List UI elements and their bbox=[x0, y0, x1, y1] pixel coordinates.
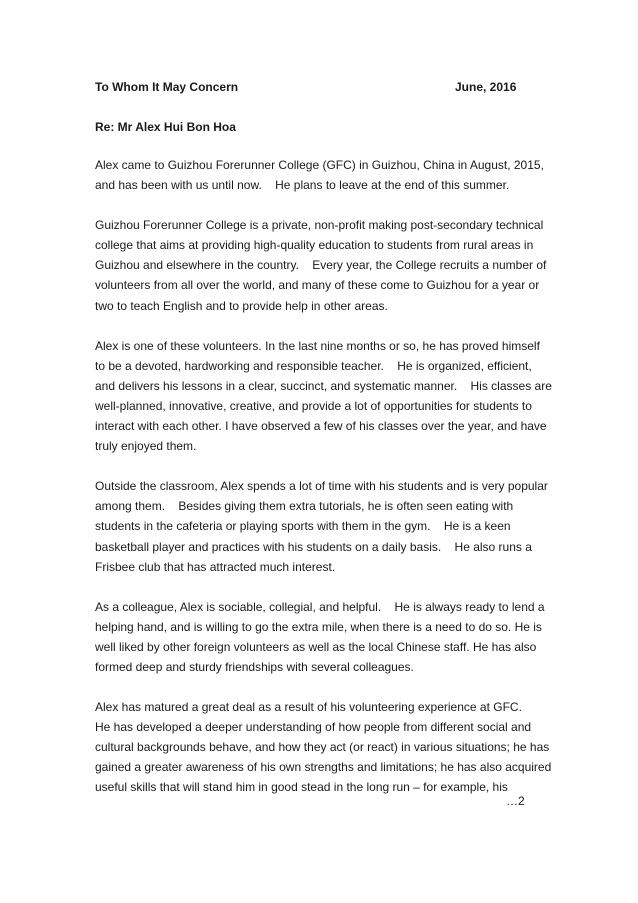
text-line: well liked by other foreign volunteers as well as the local Chinese staff. He has also bbox=[95, 639, 537, 654]
text-line: Guizhou and elsewhere in the country. Every year, the College recruits a number of bbox=[95, 258, 547, 273]
text-line: truly enjoyed them. bbox=[95, 439, 197, 454]
text-line: and delivers his lessons in a clear, succinct, and systematic manner. His classes are bbox=[95, 378, 552, 393]
paragraph-6 bbox=[95, 697, 552, 797]
letter-header bbox=[95, 79, 515, 96]
paragraph-3 bbox=[95, 336, 552, 457]
text-line: helping hand, and is willing to go the extra mile, when there is a need to do so. He is bbox=[95, 619, 542, 634]
text-line: He has developed a deeper understanding of how people from different social and bbox=[95, 720, 532, 735]
text-line: Frisbee club that has attracted much interest. bbox=[95, 559, 336, 574]
paragraph-5 bbox=[95, 597, 545, 677]
text-line: to be a devoted, hardworking and responsible teacher. He is organized, efficient, bbox=[95, 358, 532, 373]
text-line: well-planned, innovative, creative, and provide a lot of opportunities for students to bbox=[95, 398, 532, 413]
text-line: and has been with us until now. He plans to leave at the end of this summer. bbox=[95, 178, 510, 193]
text-line: college that aims at providing high-quality education to students from rural areas in bbox=[95, 238, 534, 253]
text-line: interact with each other. I have observed a few of his classes over the year, and have bbox=[95, 419, 547, 434]
subject-line: Re: Mr Alex Hui Bon Hoa bbox=[95, 120, 236, 134]
text-line: cultural backgrounds behave, and how they act (or react) in various situations; he has bbox=[95, 740, 550, 755]
text-line: Alex came to Guizhou Forerunner College (GFC) in Guizhou, China in August, 2015, bbox=[95, 158, 544, 172]
text-line: two to teach English and to provide help in other areas. bbox=[95, 298, 388, 313]
letter-date: June, 2016 bbox=[455, 80, 517, 94]
paragraph-1 bbox=[95, 155, 545, 195]
text-line: among them. Besides giving them extra tutorials, he is often seen eating with bbox=[95, 499, 514, 514]
text-line: students in the cafeteria or playing sports with them in the gym. He is a keen bbox=[95, 519, 511, 534]
paragraph-4 bbox=[95, 476, 548, 576]
text-line: formed deep and sturdy friendships with several colleagues. bbox=[95, 659, 414, 674]
text-line: useful skills that will stand him in good stead in the long run – for example, his bbox=[95, 780, 508, 795]
text-line: Alex is one of these volunteers. In the last nine months or so, he has proved himself bbox=[95, 338, 540, 353]
letter-body bbox=[95, 155, 552, 818]
text-line: As a colleague, Alex is sociable, collegial, and helpful. He is always ready to lend a bbox=[95, 599, 545, 614]
page-number: …2 bbox=[506, 794, 525, 808]
text-line: Outside the classroom, Alex spends a lot of time with his students and is very popular bbox=[95, 479, 548, 494]
paragraph-2 bbox=[95, 215, 545, 315]
text-line: Alex has matured a great deal as a result of his volunteering experience at GFC. bbox=[95, 700, 522, 715]
text-line: gained a greater awareness of his own strengths and limitations; he has also acquired bbox=[95, 760, 552, 775]
text-line: volunteers from all over the world, and many of these come to Guizhou for a year or bbox=[95, 278, 540, 293]
text-line: Guizhou Forerunner College is a private, non-profit making post-secondary technical bbox=[95, 218, 544, 233]
salutation: To Whom It May Concern bbox=[95, 80, 239, 94]
text-line: basketball player and practices with his students on a daily basis. He also runs a bbox=[95, 539, 532, 554]
